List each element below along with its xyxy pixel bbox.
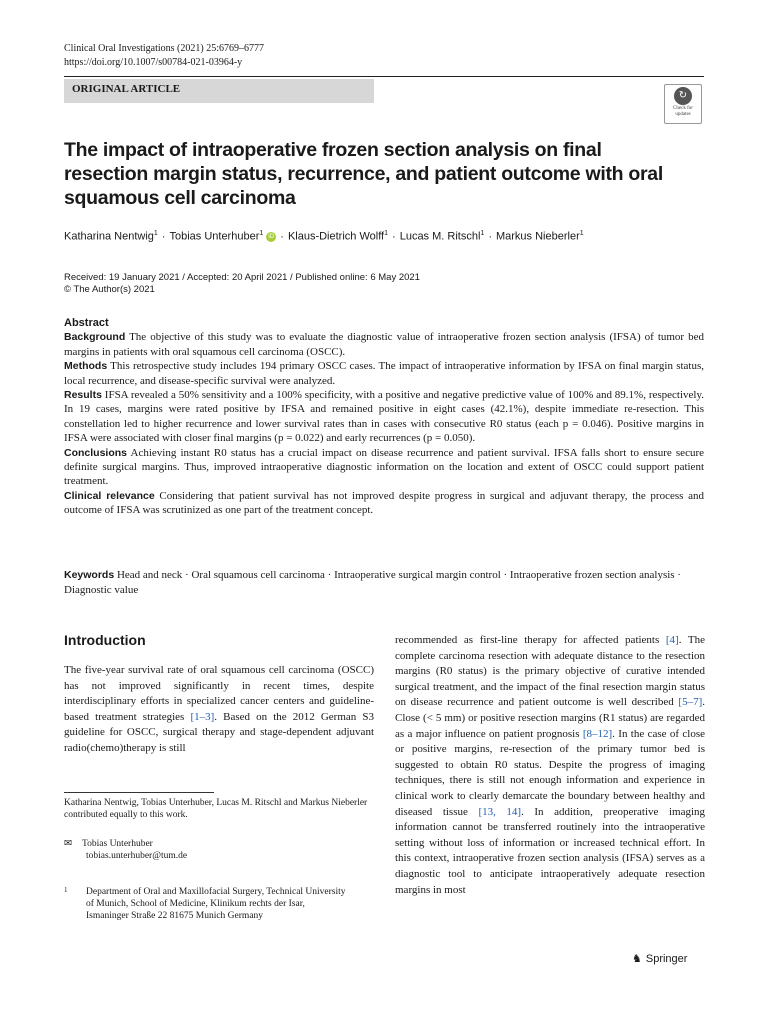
author-name[interactable]: Lucas M. Ritschl: [399, 230, 481, 243]
check-for-updates-badge[interactable]: [664, 84, 702, 124]
abstract-text: The objective of this study was to evaluate the diagnostic value of intraoperative frozen section analysis (IFSA) of tumor bed margins in patients with oral squamous cell carcinoma (OSCC).: [64, 331, 704, 358]
publisher-footer: [632, 952, 687, 965]
introduction-heading: Introduction: [64, 632, 146, 648]
contact-email[interactable]: tobias.unterhuber@tum.de: [86, 851, 188, 861]
author-affiliation-sup: 1: [579, 230, 584, 237]
author-name[interactable]: Klaus-Dietrich Wolff: [287, 230, 385, 243]
abstract-conclusions: [64, 446, 704, 489]
abstract-background: [64, 330, 704, 359]
footnote-rule: [64, 792, 214, 793]
keywords-label: Keywords: [64, 569, 115, 581]
abstract-text: Achieving instant R0 status has a crucial impact on disease recurrence and patient survival. IFSA falls short to ensure secure definite surgical margins. Thus, improved intraoperative diagnostic information on the location and extent of OSCC could support patient treatment.: [64, 446, 704, 488]
abstract-label: Results: [64, 389, 102, 402]
copyright-line: © The Author(s) 2021: [64, 284, 155, 295]
body-text: The five-year survival rate of oral squamous cell carcinoma (OSCC) has not improved significantly in recent times, despite interdisciplinary efforts in specialized cancer centers and guideline-based treatment strategies: [64, 664, 374, 723]
affiliation-sup: 1: [64, 886, 68, 894]
author-name[interactable]: Katharina Nentwig: [64, 230, 154, 243]
abstract-label: Methods: [64, 360, 108, 373]
check-updates-icon: ↻: [674, 87, 692, 105]
publication-dates: [64, 272, 420, 296]
citation-link[interactable]: [1–3]: [190, 710, 215, 723]
abstract-clinical-relevance: [64, 489, 704, 518]
abstract-text: This retrospective study includes 194 primary OSCC cases. The impact of intraoperative information by IFSA on final margin status, local recurrence, and disease-specific survival were analyzed.: [64, 360, 704, 387]
body-text: . Close (< 5 mm) or positive resection margins (R1 status) are regarded as a major influence on patient prognosis: [395, 696, 705, 740]
author-separator: ·: [280, 230, 284, 243]
contact-name: Tobias Unterhuber: [82, 839, 153, 849]
citation-link[interactable]: [8–12]: [582, 727, 613, 740]
body-text: . Based on the 2012 German S3 guideline for OSCC, surgical therapy and stage-dependent adjuvant radio(chemo)therapy is still: [64, 710, 374, 754]
abstract-label: Conclusions: [64, 446, 128, 459]
introduction-right-column: [395, 633, 705, 898]
doi-link[interactable]: https://doi.org/10.1007/s00784-021-03964-y: [64, 57, 243, 68]
author-affiliation-sup: 1: [480, 230, 485, 237]
badge-line1: Check for: [673, 106, 693, 111]
abstract-label: Clinical relevance: [64, 489, 155, 502]
affiliation-line: Ismaninger Straße 22 81675 Munich Germany: [86, 911, 264, 921]
affiliation-footnote: [64, 886, 370, 922]
envelope-icon: ✉: [64, 838, 72, 849]
body-text: recommended as first-line therapy for affected patients: [395, 634, 666, 646]
affiliation-line: of Munich, School of Medicine, Klinikum rechts der Isar,: [86, 899, 305, 909]
corresponding-author: [64, 838, 187, 862]
equal-contribution-footnote: Katharina Nentwig, Tobias Unterhuber, Lucas M. Ritschl and Markus Nieberler contributed equally to this work.: [64, 798, 368, 820]
author-affiliation-sup: 1: [384, 230, 389, 237]
introduction-left-column: [64, 663, 374, 756]
body-text: . The complete carcinoma resection with adequate distance to the resection margins (R0 status) is the primary objective of curative intended surgical treatment, and the impact of the final resection margin status on disease recurrence and patient outcome is well described: [395, 634, 705, 709]
journal-citation: Clinical Oral Investigations (2021) 25:6769–6777: [64, 43, 264, 54]
header-rule: [64, 76, 704, 77]
keywords: [64, 568, 704, 598]
publisher-name: Springer: [645, 953, 688, 965]
badge-line2: updates: [675, 112, 691, 117]
keywords-text: Head and neck · Oral squamous cell carcinoma · Intraoperative surgical margin control · Intraoperative frozen section analysis · Diagnostic value: [64, 569, 681, 596]
journal-info: [64, 42, 264, 70]
abstract-label: Background: [64, 331, 126, 344]
author-name[interactable]: Markus Nieberler: [495, 230, 580, 243]
body-text: . In the case of close or positive margins, re-resection of the primary tumor bed is suggested to obtain R0 status. Despite the progress of imaging techniques, there is still not enough information and experience in clinical work to clearly demarcate the boundary between healthy and diseased tissue: [395, 727, 705, 818]
dates-line: Received: 19 January 2021 / Accepted: 20 April 2021 / Published online: 6 May 2021: [64, 272, 420, 283]
springer-horse-icon: ♞: [632, 952, 642, 965]
author-separator: ·: [392, 230, 396, 243]
author-name[interactable]: Tobias Unterhuber: [169, 230, 260, 243]
citation-link[interactable]: [4]: [665, 634, 679, 646]
abstract-methods: [64, 359, 704, 388]
author-affiliation-sup: 1: [153, 230, 158, 237]
abstract-heading: Abstract: [64, 317, 109, 329]
abstract: [64, 316, 704, 518]
orcid-icon[interactable]: iD: [266, 232, 276, 242]
abstract-text: IFSA revealed a 50% sensitivity and a 100% specificity, with a positive and negative predictive value of 100% and 89.1%, respectively. In 19 cases, margins were rated positive by IFSA and remained positive in eight cases (42.1%), despite immediate re-resection. This constellation led to higher recurrence and lower survival rates than in cases with consecutive R0 status (each p = 0.046). Positive margins in IFSA were associated with closer final margins (p = 0.022) and early recurrences (p = 0.050).: [64, 389, 704, 445]
author-affiliation-sup: 1: [259, 230, 264, 237]
abstract-results: [64, 388, 704, 446]
affiliation-line: Department of Oral and Maxillofacial Surgery, Technical University: [86, 887, 346, 897]
citation-link[interactable]: [13, 14]: [478, 805, 522, 818]
article-type-banner: ORIGINAL ARTICLE: [64, 79, 374, 103]
body-text: . In addition, preoperative imaging information cannot be transferred routinely into the intraoperative setting without loss of information or increased technical effort. In this context, intraoperative frozen section analysis (IFSA) serves as a diagnostic tool to anticipate intraoperatively adequate resection margins in most: [395, 805, 706, 896]
author-separator: ·: [488, 230, 492, 243]
author-separator: ·: [161, 230, 166, 243]
author-list: [64, 230, 584, 243]
article-title: The impact of intraoperative frozen section analysis on final resection margin status, recurrence, and patient outcome with oral squamous cell carcinoma: [64, 139, 663, 209]
abstract-text: Considering that patient survival has not improved despite progress in surgical and adjuvant therapy, the process and outcome of IFSA was scrutinized as one part of the treatment concept.: [64, 489, 705, 517]
citation-link[interactable]: [5–7]: [678, 696, 703, 709]
